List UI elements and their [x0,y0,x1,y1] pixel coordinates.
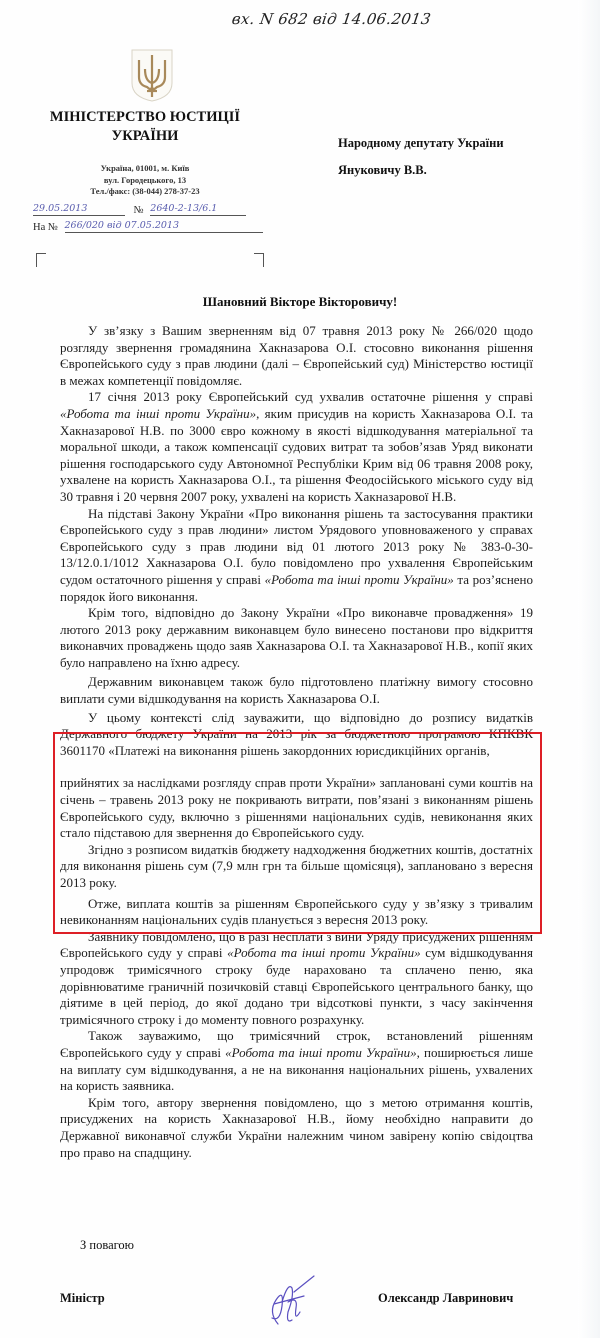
ministry-name-line1: МІНІСТЕРСТВО ЮСТИЦІЇ [49,109,241,125]
closing-phrase: З повагою [80,1238,135,1252]
paragraph-2 [60,389,533,505]
signer-name: Олександр Лавринович [378,1291,514,1305]
outgoing-number: 2640-2-13/6.1 [150,203,218,214]
case-name: «Робота та інші проти України» [225,1044,417,1060]
addressee-position: Народному депутату України [338,136,504,150]
incoming-registration-note: вх. N 682 від 14.06.2013 [230,10,433,28]
signer-title: Міністр [60,1291,105,1305]
paragraph-5: Державним виконавцем також було підготовлено платіжну вимогу стосовно виплати суми відшкодування на користь Хакназарова О.І. [60,674,533,707]
paragraph-7: Згідно з розписом видатків бюджету надходження бюджетних коштів, достатніх для виконання рішень сум (7,9 млн грн та більше щомісяця), заплановано з вересня 2013 року. [60,841,533,890]
case-name: «Робота та інші проти України» [227,945,421,961]
address-line1: Україна, 01001, м. Київ [100,163,190,173]
paragraph-9-text-b: сум відшкодування упродовж тримісячного строку буде нараховано та сплачено пеню, яка дорівнюватиме граничній позичковій ставці Європейського центрального банку, що діятиме в цей період, до якої додано три відсоткові пункти, з часу закінчення тримісячного строку і до моменту повного розрахунку. [60,945,533,1027]
outgoing-date-field [33,203,125,216]
on-number: 266/020 від 07.05.2013 [64,220,180,231]
paragraph-3-text-b: та роз’яснено порядок його виконання. [60,571,533,604]
paragraph-6-part-2: прийнятих за наслідками розгляду справ проти України» заплановані суми коштів на січень – травень 2013 року не покривають витрати, пов’язані з виконанням рішень Європейського суду, включно з рішеннями національних судів, невиконання яких стало підставою для звернення до Європейського суду. [60,775,533,841]
paragraph-2-text-b: , яким присудив на користь Хакназарова О.І. та Хакназарової Н.В. по 3000 євро кожному в якості відшкодування матеріальної та моральної шкоди, а також компенсації судових витрат та зобов’язав Уряд виконати рішення господарського суду Автономної Республіки Крим від 06 травня 2008 року, ухвалене на користь Хакназарова О.І., та рішення Феодосійського міського суду від 30 травня і 20 червня 2007 року, ухвалені на користь Хакназарової Н.В. [60,405,533,504]
paragraph-10-text-b: , поширюється лише на виплату сум відшкодування, а не на виконання національних рішень, ухвалених на користь заявника. [60,1044,533,1094]
salutation: Шановний Вікторе Вікторовичу! [202,294,398,309]
outgoing-date: 29.05.2013 [33,203,88,214]
paragraph-10 [60,1028,533,1094]
ministry-name [20,108,270,146]
paragraph-3-text-a: На підставі Закону України «Про виконання рішень та застосування практики Європейського суду з прав людини» листом Урядового уповноваженого у справах Європейського суду з прав людини від 01 лютого 2013 року № 383-0-30-13/12.0.1/1012 Хакназарова О.І. було повідомлено про ухвалення Європейським судом остаточного рішення у справі [60,505,533,587]
paragraph-3 [60,506,533,606]
outgoing-reference [33,203,246,216]
paragraph-4: Крім того, відповідно до Закону України «Про виконавче провадження» 19 лютого 2013 року державним виконавцем було винесено постанови про відкриття виконавчих проваджень щодо заяв Хакназарова О.І. та Хакназарової Н.В., копії яких було направлено на їхню адресу. [60,605,533,670]
number-label: № [133,205,144,216]
ministry-address [20,163,270,198]
case-name: «Робота та інші проти України» [60,405,257,421]
ukraine-trident-emblem-icon [127,47,177,103]
address-line2: вул. Городецького, 13 [103,174,187,185]
paragraph-10-text-a: Також зауважимо, що тримісячний строк, встановлений рішенням Європейського суду у справі [60,1028,533,1060]
address-window-corner-left [36,253,46,267]
on-number-field [65,220,263,233]
case-name: «Робота та інші проти України» [264,571,454,587]
signature-icon [258,1272,318,1330]
incoming-reference [33,220,263,233]
ministry-name-line2: УКРАЇНИ [111,128,179,144]
paragraph-2-text-a: 17 січня 2013 року Європейський суд ухвалив остаточне рішення у справі [88,389,533,405]
addressee-name: Януковичу В.В. [338,163,427,177]
paragraph-9-text-a: Заявнику повідомлено, що в разі несплати з вини Уряду присуджених рішенням Європейського суду у справі [60,928,533,961]
paragraph-1: У зв’язку з Вашим зверненням від 07 травня 2013 року № 266/020 щодо розгляду звернення громадянина Хакназарова О.І. стосовно виконання рішення Європейського суду з прав людини (далі – Європейський суд) Міністерство юстиції в межах компетенції повідомляє. [60,323,533,388]
on-number-label: На № [33,222,58,233]
paragraph-9 [60,929,533,1029]
paragraph-8: Отже, виплата коштів за рішенням Європейського суду у зв’язку з тривалим невиконанням національних судів планується з вересня 2013 року. [60,895,533,928]
page-shadow-edge [578,0,600,1338]
paragraph-6-part-1: У цьому контексті слід зауважити, що відповідно до розпису видатків Державного бюджету України на 2013 рік за бюджетною програмою КПКВК 3601170 «Платежі на виконання рішень закордонних юрисдикційних органів, [60,709,533,758]
address-window-corner-right [254,253,264,267]
outgoing-number-field [150,203,246,216]
ministry-phone: Тел./факс: (38-044) 278-37-23 [90,186,200,196]
highlight-annotation-box [53,732,542,934]
paragraph-11: Крім того, автору звернення повідомлено, що з метою отримання коштів, присуджених на користь Хакназарової Н.В., йому необхідно направити до Державної виконавчої служби України належним чином завірену копію свідоцтва про право на спадщину. [60,1094,533,1160]
